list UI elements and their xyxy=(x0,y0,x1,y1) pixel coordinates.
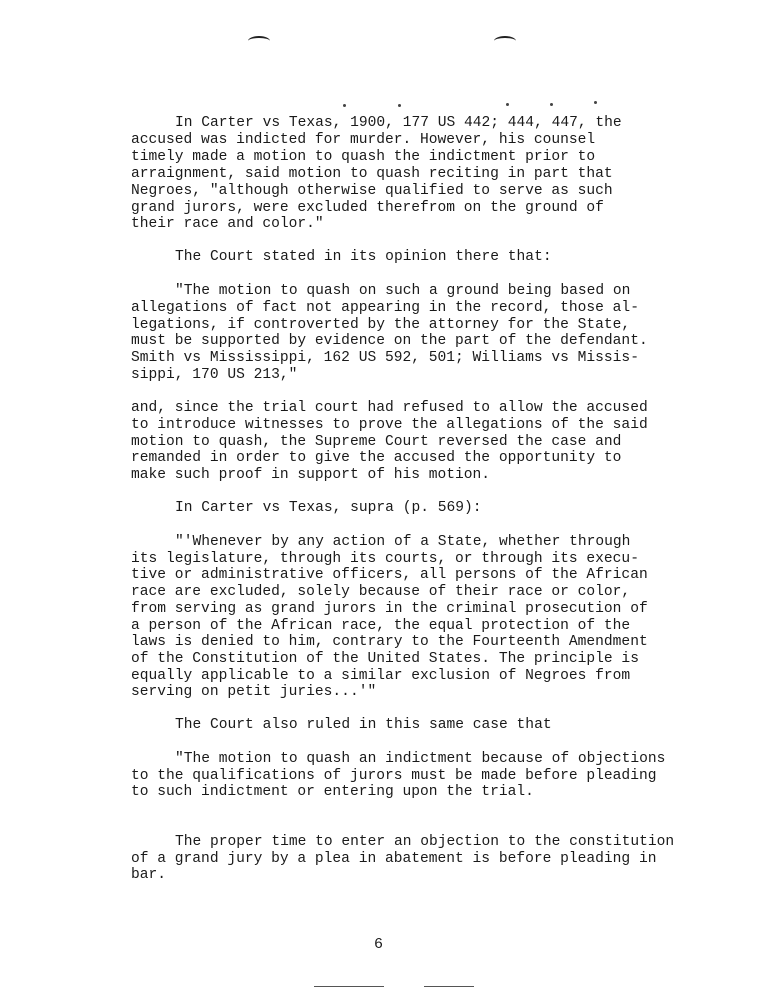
text-line: of the Constitution of the United States. The principle is xyxy=(131,651,639,667)
speck xyxy=(506,103,509,106)
text-line: to such indictment or entering upon the trial. xyxy=(131,784,534,800)
speck xyxy=(398,104,401,107)
text-line: remanded in order to give the accused the opportunity to xyxy=(131,450,622,466)
text-line: make such proof in support of his motion. xyxy=(131,467,491,483)
text-line: equally applicable to a similar exclusion of Negroes from xyxy=(131,668,631,684)
text-line: timely made a motion to quash the indictment prior to xyxy=(131,149,596,165)
text-line: allegations of fact not appearing in the record, those al- xyxy=(131,300,639,316)
text-line: "The motion to quash on such a ground being based on xyxy=(175,283,631,299)
text-line: laws is denied to him, contrary to the Fourteenth Amendment xyxy=(131,634,648,650)
text-line: of a grand jury by a plea in abatement is before pleading in xyxy=(131,851,657,867)
text-line: The Court stated in its opinion there that: xyxy=(175,249,552,265)
text-line: from serving as grand jurors in the criminal prosecution of xyxy=(131,601,648,617)
text-line: serving on petit juries...'" xyxy=(131,684,377,700)
punch-mark-right xyxy=(494,36,516,46)
scan-rule xyxy=(424,986,474,987)
speck xyxy=(343,104,346,107)
text-line: grand jurors, were excluded therefrom on the ground of xyxy=(131,200,604,216)
text-line: In Carter vs Texas, supra (p. 569): xyxy=(175,500,482,516)
speck xyxy=(550,103,553,106)
punch-mark-left xyxy=(248,36,270,46)
text-line: to the qualifications of jurors must be made before pleading xyxy=(131,768,657,784)
scan-rule xyxy=(314,986,384,987)
text-line: Negroes, "although otherwise qualified to serve as such xyxy=(131,183,613,199)
text-line: "The motion to quash an indictment because of objections xyxy=(175,751,666,767)
text-line: arraignment, said motion to quash reciting in part that xyxy=(131,166,613,182)
text-line: its legislature, through its courts, or through its execu- xyxy=(131,551,639,567)
text-line: In Carter vs Texas, 1900, 177 US 442; 444, 447, the xyxy=(175,115,622,131)
text-line: Smith vs Mississippi, 162 US 592, 501; Williams vs Missis- xyxy=(131,350,639,366)
speck xyxy=(594,101,597,104)
text-line: their race and color." xyxy=(131,216,324,232)
text-line: a person of the African race, the equal protection of the xyxy=(131,618,631,634)
text-line: must be supported by evidence on the part of the defendant. xyxy=(131,333,648,349)
text-line: sippi, 170 US 213," xyxy=(131,367,298,383)
text-line: to introduce witnesses to prove the allegations of the said xyxy=(131,417,648,433)
text-line: race are excluded, solely because of their race or color, xyxy=(131,584,631,600)
text-line: and, since the trial court had refused to allow the accused xyxy=(131,400,648,416)
text-line: "'Whenever by any action of a State, whether through xyxy=(175,534,631,550)
page-number: 6 xyxy=(374,936,384,953)
text-line: bar. xyxy=(131,867,167,883)
text-line: legations, if controverted by the attorney for the State, xyxy=(131,317,631,333)
text-line: motion to quash, the Supreme Court reversed the case and xyxy=(131,434,622,450)
text-line: accused was indicted for murder. However, his counsel xyxy=(131,132,596,148)
text-line: The proper time to enter an objection to the constitution xyxy=(175,834,675,850)
text-line: The Court also ruled in this same case that xyxy=(175,717,552,733)
text-line: tive or administrative officers, all persons of the African xyxy=(131,567,648,583)
